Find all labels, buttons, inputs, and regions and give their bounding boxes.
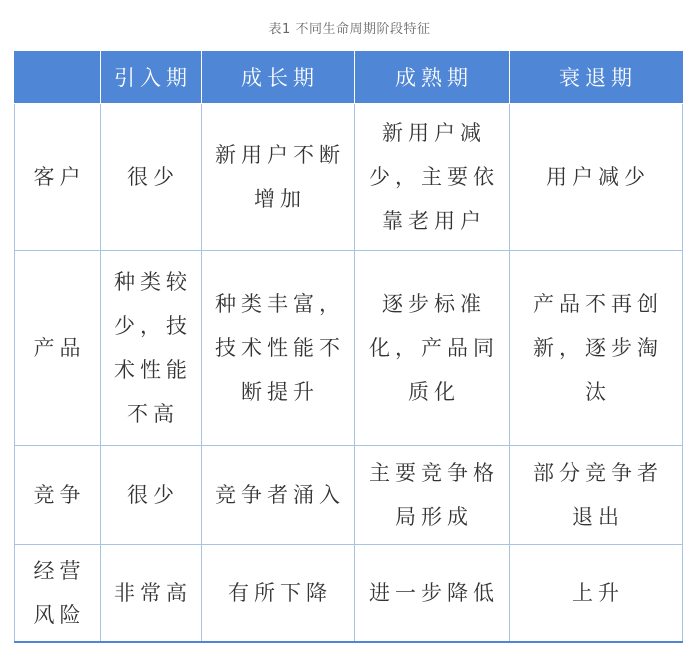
- table-cell: 部分竞争者退出: [510, 446, 683, 545]
- table-row: [15, 104, 683, 251]
- header-introduction: 引入期: [101, 52, 202, 104]
- table-row: [15, 446, 683, 545]
- table-cell: 竞争者涌入: [202, 446, 355, 545]
- table-cell: 产品不再创新，逐步淘汰: [510, 251, 683, 446]
- row-label-product: 产品: [15, 251, 101, 446]
- table-cell: 非常高: [101, 545, 202, 643]
- table-cell: 很少: [101, 104, 202, 251]
- header-growth: 成长期: [202, 52, 355, 104]
- table-cell: 进一步降低: [355, 545, 510, 643]
- table-header-row: [15, 52, 683, 104]
- table-cell: 主要竞争格局形成: [355, 446, 510, 545]
- row-label-competition: 竞争: [15, 446, 101, 545]
- header-corner: [15, 52, 101, 104]
- table-cell: 用户减少: [510, 104, 683, 251]
- row-label-operating-risk: 经营风险: [15, 545, 101, 643]
- table-cell: 新用户减少，主要依靠老用户: [355, 104, 510, 251]
- table-cell: 有所下降: [202, 545, 355, 643]
- table-cell: 种类丰富，技术性能不断提升: [202, 251, 355, 446]
- table-cell: 逐步标准化，产品同质化: [355, 251, 510, 446]
- table-row: [15, 251, 683, 446]
- header-maturity: 成熟期: [355, 52, 510, 104]
- table-row: [15, 545, 683, 643]
- table-caption: 表1 不同生命周期阶段特征: [268, 22, 431, 37]
- lifecycle-table: [14, 51, 683, 643]
- header-decline: 衰退期: [510, 52, 683, 104]
- row-label-customer: 客户: [15, 104, 101, 251]
- table-cell: 上升: [510, 545, 683, 643]
- table-cell: 新用户不断增加: [202, 104, 355, 251]
- table-cell: 很少: [101, 446, 202, 545]
- table-cell: 种类较少，技术性能不高: [101, 251, 202, 446]
